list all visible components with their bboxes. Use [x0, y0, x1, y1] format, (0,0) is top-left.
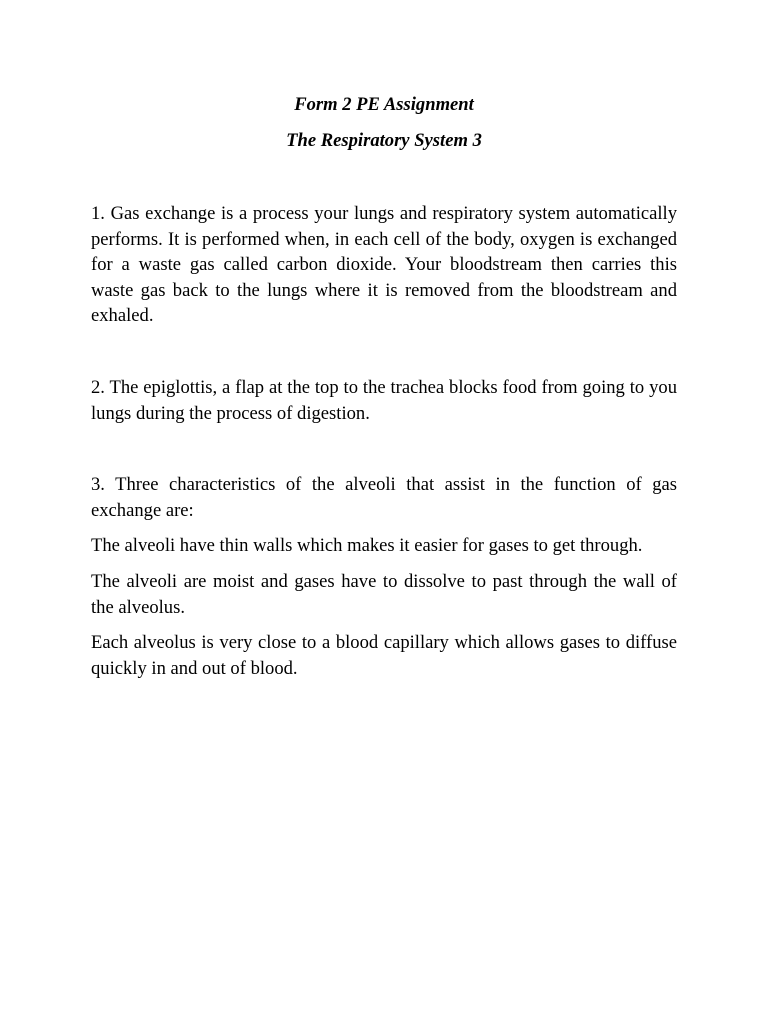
document-title: Form 2 PE Assignment: [294, 94, 474, 115]
document-body: [91, 201, 677, 681]
document-subtitle: The Respiratory System 3: [286, 130, 482, 151]
paragraph-alveoli-intro: 3. Three characteristics of the alveoli that assist in the function of gas exchange are:: [91, 474, 677, 521]
paragraph-alveoli-thin-walls: The alveoli have thin walls which makes it easier for gases to get through.: [91, 535, 643, 557]
paragraph-gas-exchange: 1. Gas exchange is a process your lungs and respiratory system automatically performs. It is performed when, in each cell of the body, oxygen is exchanged for a waste gas called carbon dioxide. Your bloodstream then carries this waste gas back to the lungs where it is removed from the bloodstream and exhaled.: [91, 203, 677, 327]
paragraph-alveoli-moist: The alveoli are moist and gases have to dissolve to past through the wall of the alveolus.: [91, 570, 677, 618]
paragraph-alveoli-capillary: Each alveolus is very close to a blood capillary which allows gases to diffuse quickly in and out of blood.: [91, 632, 677, 679]
paragraph-epiglottis: 2. The epiglottis, a flap at the top to the trachea blocks food from going to you lungs during the process of digestion.: [91, 376, 677, 424]
